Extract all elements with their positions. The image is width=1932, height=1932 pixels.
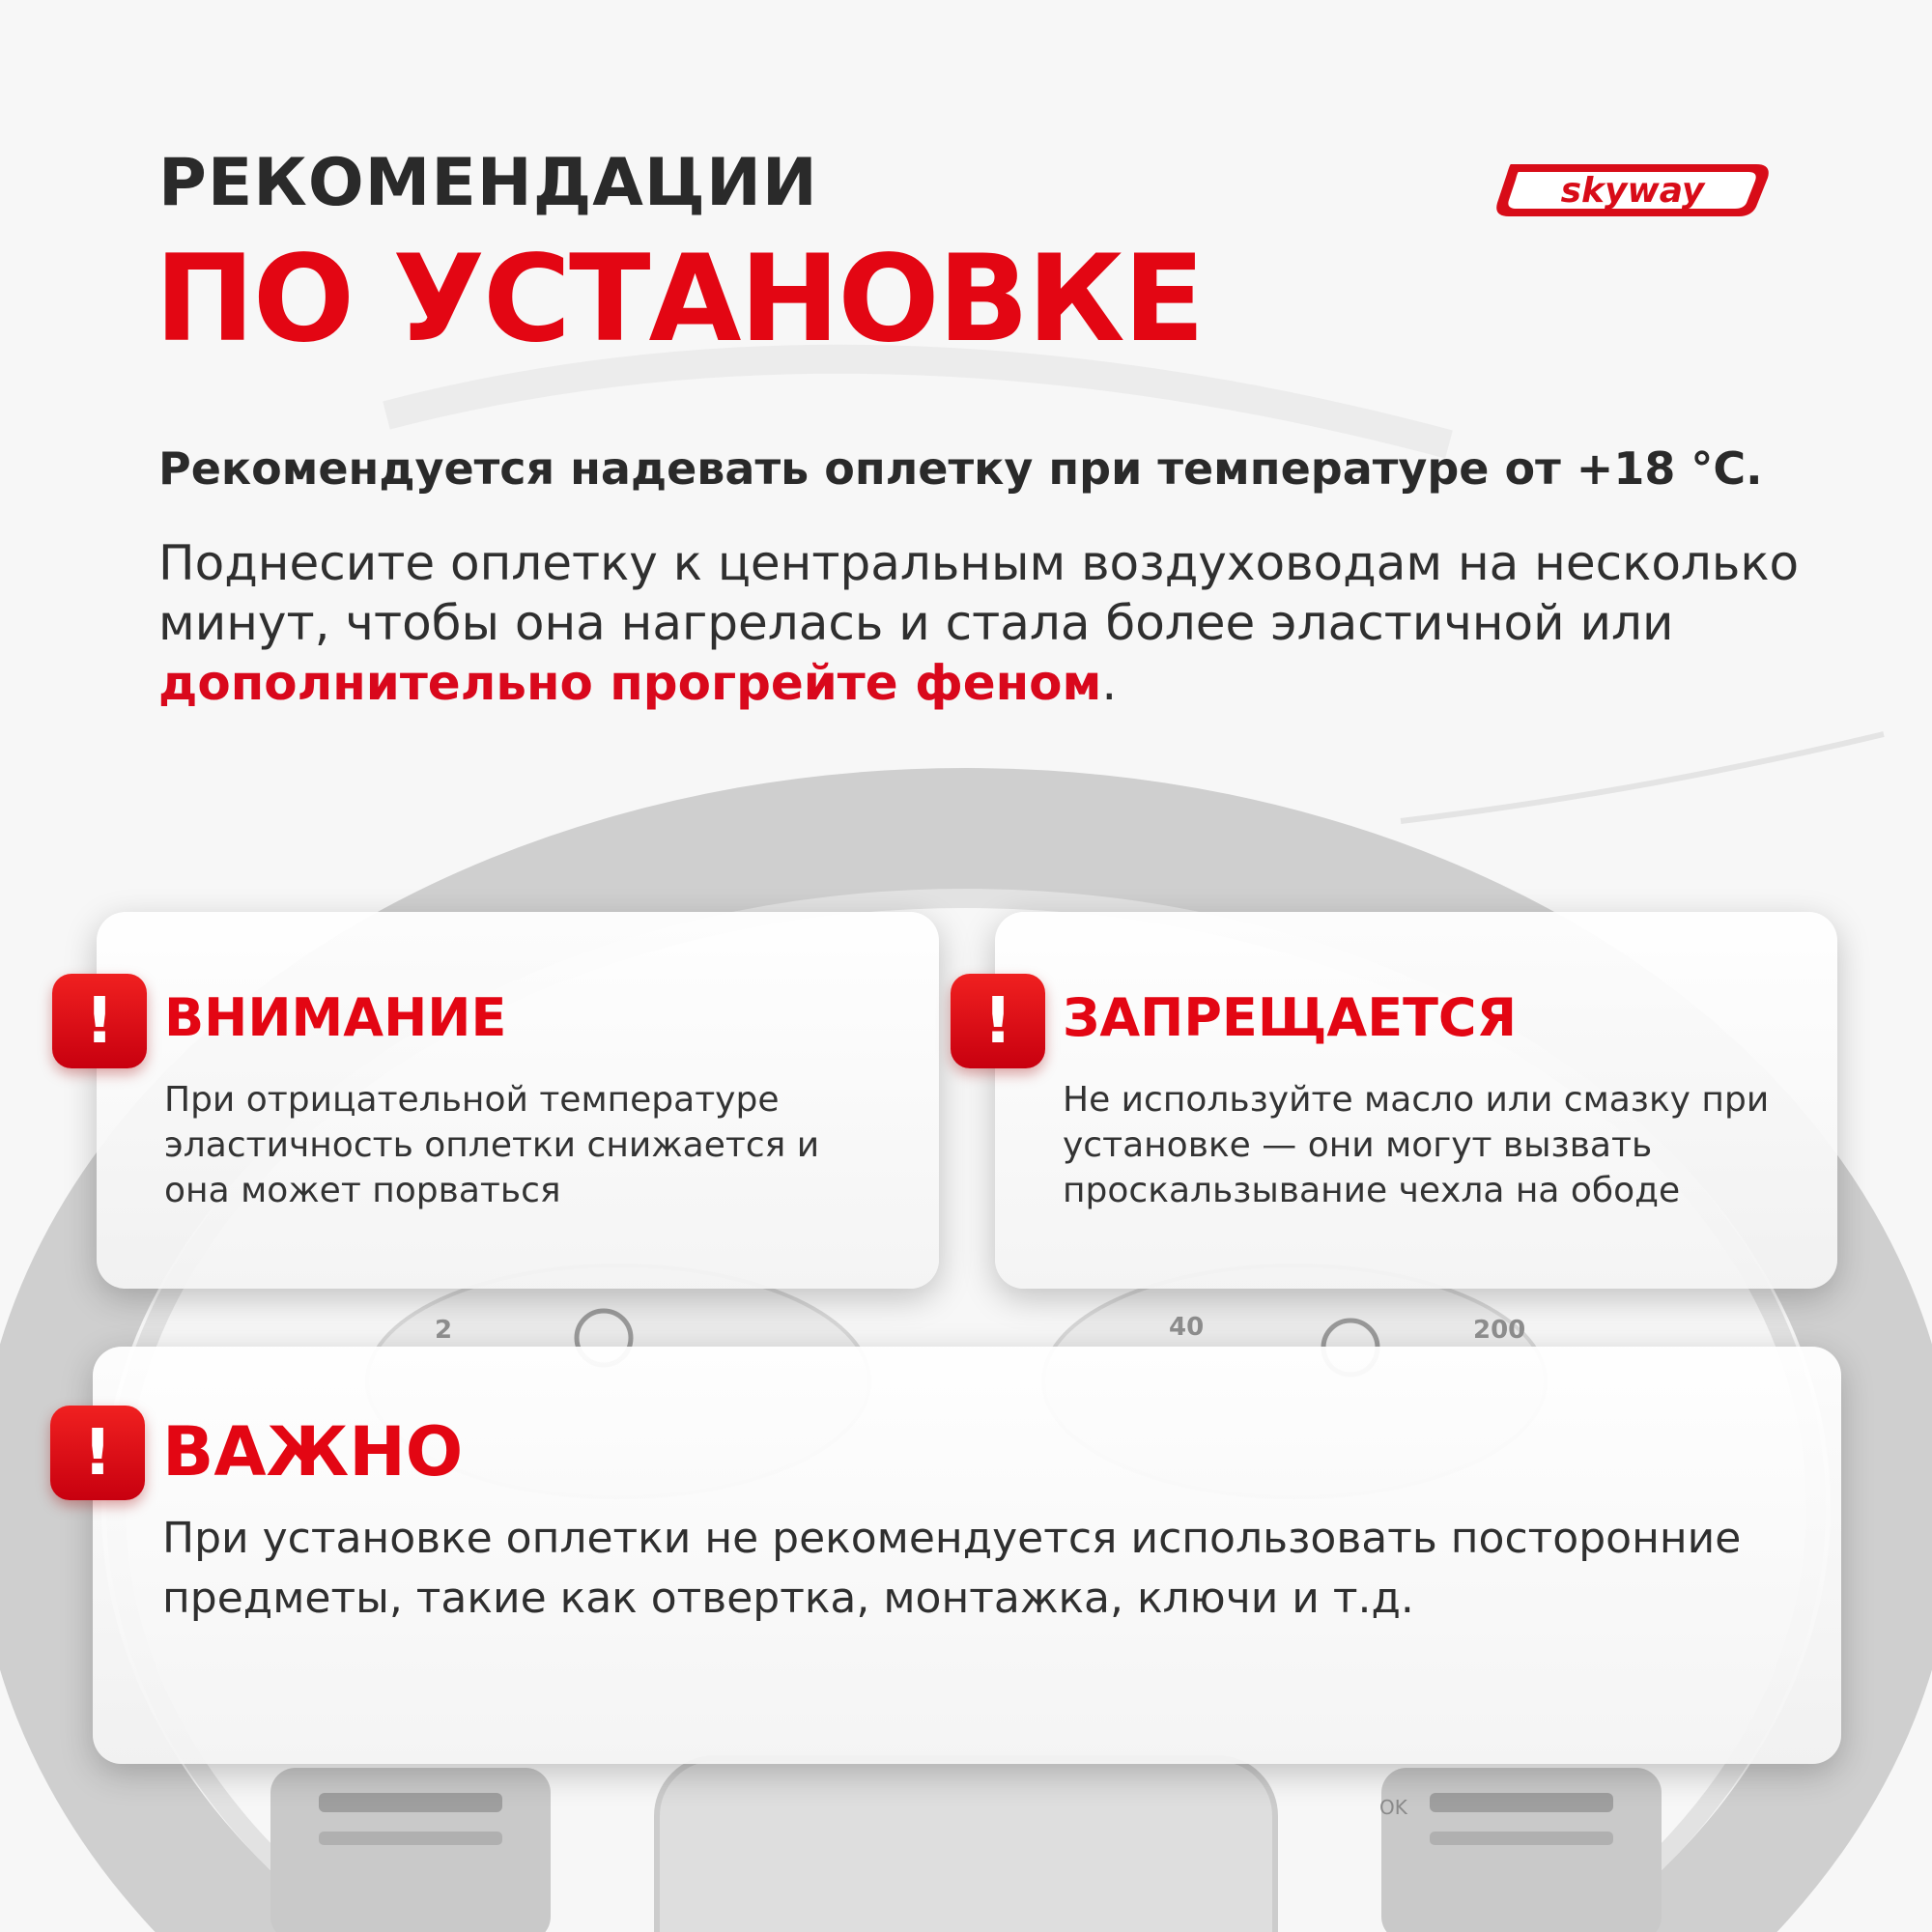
page-title-line2: ПО УСТАНОВКЕ <box>155 230 1204 369</box>
button-ok-label: OK <box>1379 1796 1407 1819</box>
hairdryer-highlight: дополнительно прогрейте феном <box>158 655 1102 711</box>
exclamation-icon: ! <box>50 1406 145 1500</box>
gauge-right-value-1: 40 <box>1169 1313 1205 1342</box>
forbidden-text: Не используйте масло или смазку при установке — они могут вызвать проскальзывание чехла на ободе <box>1063 1080 1770 1210</box>
brand-name: skyway <box>1560 171 1705 211</box>
forbidden-title: ЗАПРЕЩАЕТСЯ <box>1063 987 1518 1048</box>
attention-text: При отрицательной температуре эластичность оплетки снижается и она может порваться <box>164 1080 820 1210</box>
gauge-left-value: 2 <box>435 1316 453 1345</box>
important-text: При установке оплетки не рекомендуется использовать посторонние предметы, такие как отвертка, монтажка, ключи и т.д. <box>162 1514 1742 1623</box>
temperature-recommendation: Рекомендуется надевать оплетку при температуре от +18 °С. <box>158 442 1763 495</box>
page-title-line1: РЕКОМЕНДАЦИИ <box>158 145 818 221</box>
attention-title: ВНИМАНИЕ <box>164 987 507 1048</box>
skyway-logo <box>1488 156 1777 224</box>
gauge-right-value-2: 200 <box>1473 1316 1526 1345</box>
warming-instructions: Поднесите оплетку к центральным воздуховодам на несколько минут, чтобы она нагрелась и стала более эластичной или дополнительно прогрейте феном. <box>158 535 1800 711</box>
exclamation-icon: ! <box>951 974 1045 1068</box>
important-title: ВАЖНО <box>162 1412 464 1492</box>
exclamation-icon: ! <box>52 974 147 1068</box>
